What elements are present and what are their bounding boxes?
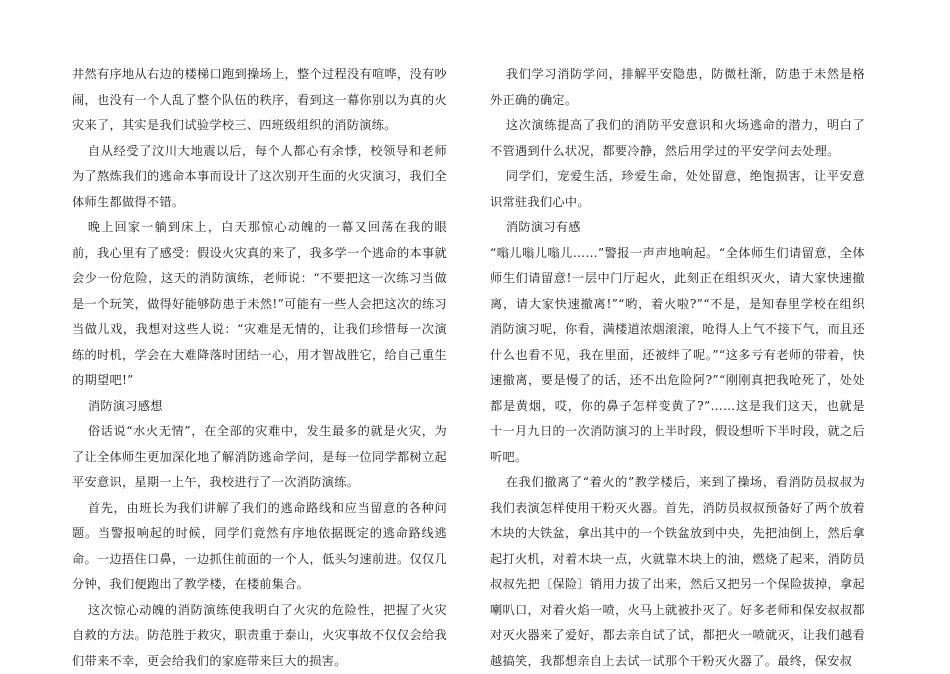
right-column — [490, 62, 865, 674]
right-paragraph-3: 同学们，宠爱生活，珍爱生命，处处留意，绝饱损害，让平安意识常驻我们心中。 — [490, 164, 865, 215]
left-paragraph-5: 俗话说“水火无情”，在全部的灾难中，发生最多的就是火灾，为了让全体师生更加深化地了解消防逃命学问，是每一位同学都树立起平安意识，星期一上午，我校进行了一次消防演练。 — [72, 419, 447, 496]
left-column — [72, 62, 447, 674]
right-paragraph-2: 这次演练提高了我们的消防平安意识和火场逃命的潜力，明白了不管遇到什么状况，都要冷静，然后用学过的平安学问去处理。 — [490, 113, 865, 164]
section-heading-fire-drill-feelings: 消防演习有感 — [490, 215, 865, 241]
left-paragraph-1: 井然有序地从右边的楼梯口跑到操场上，整个过程没有喧哗，没有吵闹，也没有一个人乱了整个队伍的秩序，看到这一幕你别以为真的火灾来了，其实是我们试验学校三、四班级组织的消防演练。 — [72, 62, 447, 139]
section-heading-fire-drill-thoughts: 消防演习感想 — [72, 394, 447, 420]
left-paragraph-2: 自从经受了汶川大地震以后，每个人都心有余悸，校领导和老师为了熬炼我们的逃命本事而设计了这次别开生面的火灾演习，我们全体师生都做得不错。 — [72, 139, 447, 216]
left-paragraph-3: 晚上回家一躺到床上，白天那惊心动魄的一幕又回荡在我的眼前，我心里有了感受：假设火灾真的来了，我多学一个逃命的本事就会少一份危险，这天的消防演练，老师说：“不要把这一次练习当做是一个玩笑，做得好能够防患于未然!”可能有一些人会把这次的练习当做儿戏，我想对这些人说：“灾难是无情的，让我们珍惜每一次演练的时机，学会在大难降落时团结一心，用才智战胜它，给自己重生的期望吧!” — [72, 215, 447, 394]
left-paragraph-7: 这次惊心动魄的消防演练使我明白了火灾的危险性，把握了火灾自救的方法。防范胜于救灾，职责重于泰山，火灾事故不仅仅会给我们带来不幸，更会给我们的家庭带来巨大的损害。 — [72, 598, 447, 674]
right-paragraph-1: 我们学习消防学问，排解平安隐患，防微杜渐，防患于未然是格外正确的确定。 — [490, 62, 865, 113]
left-paragraph-6: 首先，由班长为我们讲解了我们的逃命路线和应当留意的各种问题。当警报响起的时候，同学们竟然有序地依据既定的逃命路线逃命。一边捂住口鼻，一边抓住前面的一个人，低头匀速前进。仅仅几分钟，我们便跑出了教学楼，在楼前集合。 — [72, 496, 447, 598]
right-paragraph-5: “嗡儿嗡儿嗡儿……”警报一声声地响起。“全体师生们请留意，全体师生们请留意!一层中门厅起火，此刻正在组织灭火，请大家快速撤离，请大家快速撤离!”“哟，着火啦?”“不是，是知春里学校在组织消防演习呢，你看，满楼道浓烟滚滚，呛得人上气不接下气，而且还什么也看不见，我在里面，还被绊了呢。”“这多亏有老师的带着，快速撤离，要是慢了的话，还不出危险阿?”“刚刚真把我呛死了，处处都是黄烟，哎，你的鼻子怎样变黄了?”……这是我们这天，也就是十一月九日的一次消防演习的上半时段，假设想听下半时段，就之后听吧。 — [490, 241, 865, 471]
right-paragraph-6: 在我们撤离了“着火的”教学楼后，来到了操场，看消防员叔叔为我们表演怎样使用干粉灭火器。首先，消防员叔叔预备好了两个放着木块的大铁盆，拿出其中的一个铁盆放到中央，先把油倒上，然后拿起打火机，对着木块一点，火就靠木块上的油，燃烧了起来，消防员叔叔先把〔保险〕销用力拔了出来，然后又把另一个保险拔掉，拿起喇叭口，对着火焰一喷，火马上就被扑灭了。好多老师和保安叔叔都对灭火器来了爱好，都去亲自试了试，都把火一喷就灭，让我们越看越搞笑，我都想亲自上去试一试那个干粉灭火器了。最终，保安叔 — [490, 470, 865, 674]
